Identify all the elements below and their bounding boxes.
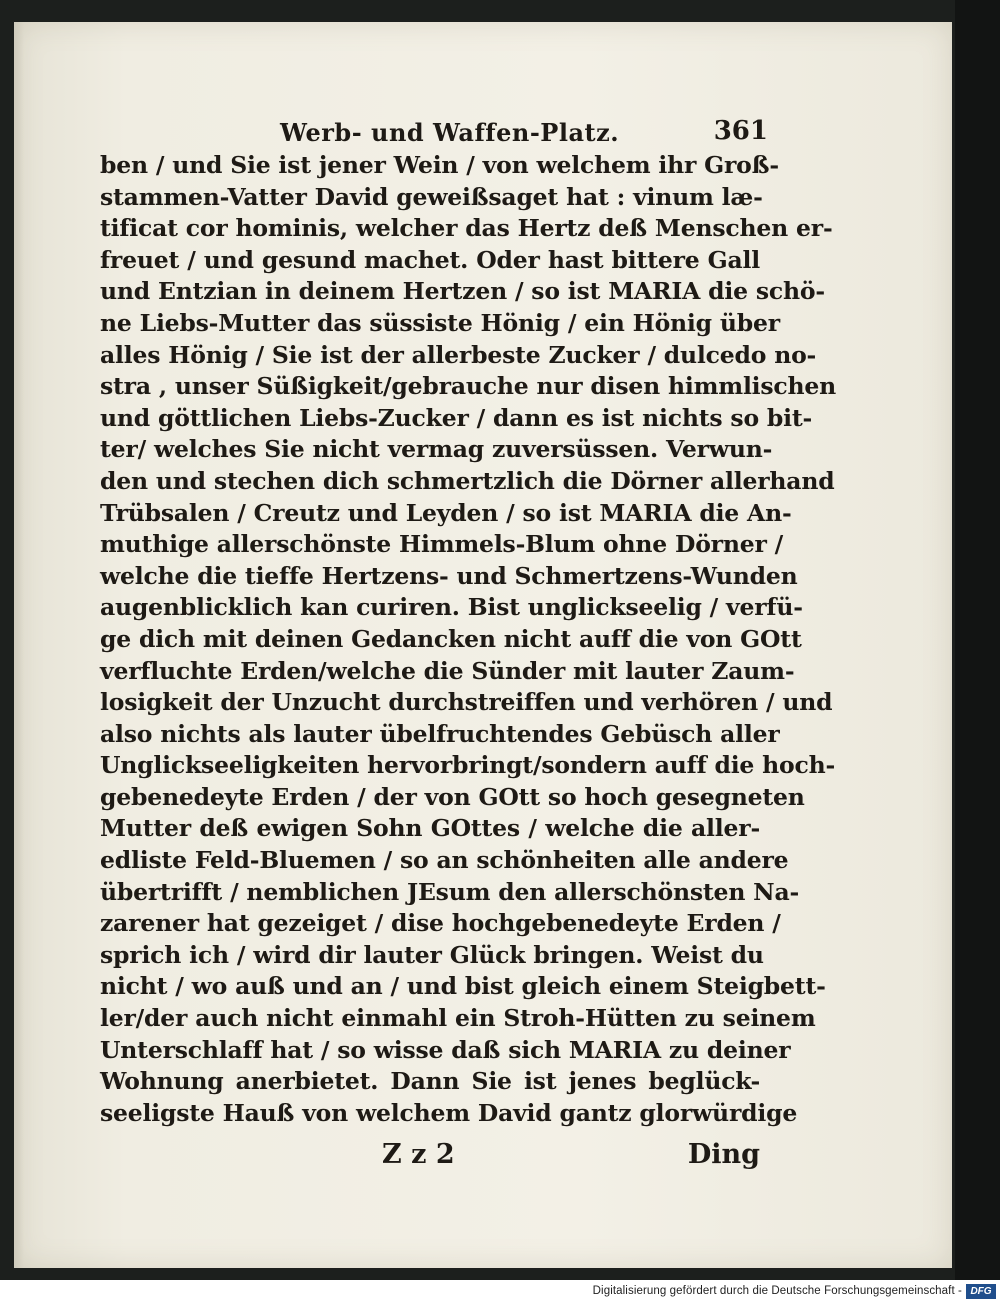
text-line: muthige allerschönste Himmels-Blum ohne Dörner /	[100, 530, 784, 559]
page-footer	[100, 1135, 760, 1175]
text-line: Wohnung anerbietet. Dann Sie ist jenes beglück-	[100, 1067, 760, 1096]
text-line: und Entzian in deinem Hertzen / so ist MARIA die schö-	[100, 277, 825, 306]
text-line: ge dich mit deinen Gedancken nicht auff die von GOtt	[100, 624, 802, 653]
book-page	[14, 22, 952, 1268]
text-line: übertrifft / nemblichen JEsum den allerschönsten Na-	[100, 877, 800, 906]
text-line: gebenedeyte Erden / der von GOtt so hoch gesegneten	[100, 782, 805, 811]
text-line: edliste Feld-Bluemen / so an schönheiten alle andere	[100, 846, 789, 875]
dfg-logo-icon[interactable]: DFG	[966, 1284, 996, 1299]
text-line: tificat cor hominis, welcher das Hertz deß Menschen er-	[100, 214, 833, 243]
text-line: ler/der auch nicht einmahl ein Stroh-Hütten zu seinem	[100, 1004, 816, 1033]
text-line: losigkeit der Unzucht durchstreiffen und verhören / und	[100, 688, 833, 717]
text-line: ne Liebs-Mutter das süssiste Hönig / ein Hönig über	[100, 308, 780, 337]
text-line: stra , unser Süßigkeit/gebrauche nur disen himmlischen	[100, 372, 837, 401]
body-text	[100, 150, 837, 1129]
running-head	[100, 110, 768, 150]
text-line: augenblicklich kan curiren. Bist unglickseelig / verfü-	[100, 593, 803, 622]
text-line: stammen-Vatter David geweißsaget hat : vinum læ-	[100, 182, 763, 211]
running-head-title: Werb- und Waffen-Platz.	[280, 118, 620, 147]
text-line: welche die tieffe Hertzens- und Schmertzens-Wunden	[100, 561, 798, 590]
text-line: Mutter deß ewigen Sohn GOttes / welche die aller-	[100, 814, 760, 843]
text-line: also nichts als lauter übelfruchtendes Gebüsch aller	[100, 719, 780, 748]
text-line: sprich ich / wird dir lauter Glück bringen. Weist du	[100, 940, 764, 969]
text-line: alles Hönig / Sie ist der allerbeste Zucker / dulcedo no-	[100, 340, 817, 369]
text-line: freuet / und gesund machet. Oder hast bittere Gall	[100, 245, 760, 274]
text-line: verfluchte Erden/welche die Sünder mit lauter Zaum-	[100, 656, 795, 685]
text-line: Trübsalen / Creutz und Leyden / so ist MARIA die An-	[100, 498, 792, 527]
signature-mark: Z z 2	[382, 1139, 455, 1171]
text-line: und göttlichen Liebs-Zucker / dann es ist nichts so bit-	[100, 403, 813, 432]
text-line: Unglickseeligkeiten hervorbringt/sondern auff die hoch-	[100, 751, 836, 780]
text-line: nicht / wo auß und an / und bist gleich einem Steigbett-	[100, 972, 826, 1001]
text-line: zarener hat gezeiget / dise hochgebenedeyte Erden /	[100, 909, 781, 938]
catchword: Ding	[687, 1139, 760, 1171]
text-line: den und stechen dich schmertzlich die Dörner allerhand	[100, 466, 835, 495]
credit-bar	[0, 1280, 1000, 1304]
text-line: ben / und Sie ist jener Wein / von welchem ihr Groß-	[100, 151, 779, 179]
page-text-block	[100, 110, 837, 1175]
credit-text: Digitalisierung gefördert durch die Deutsche Forschungsgemeinschaft -	[592, 1285, 962, 1297]
text-line: ter/ welches Sie nicht vermag zuversüssen. Verwun-	[100, 435, 773, 464]
page-number: 361	[713, 116, 768, 146]
text-line: seeligste Hauß von welchem David gantz glorwürdige	[100, 1098, 798, 1127]
text-line: Unterschlaff hat / so wisse daß sich MARIA zu deiner	[100, 1035, 791, 1064]
